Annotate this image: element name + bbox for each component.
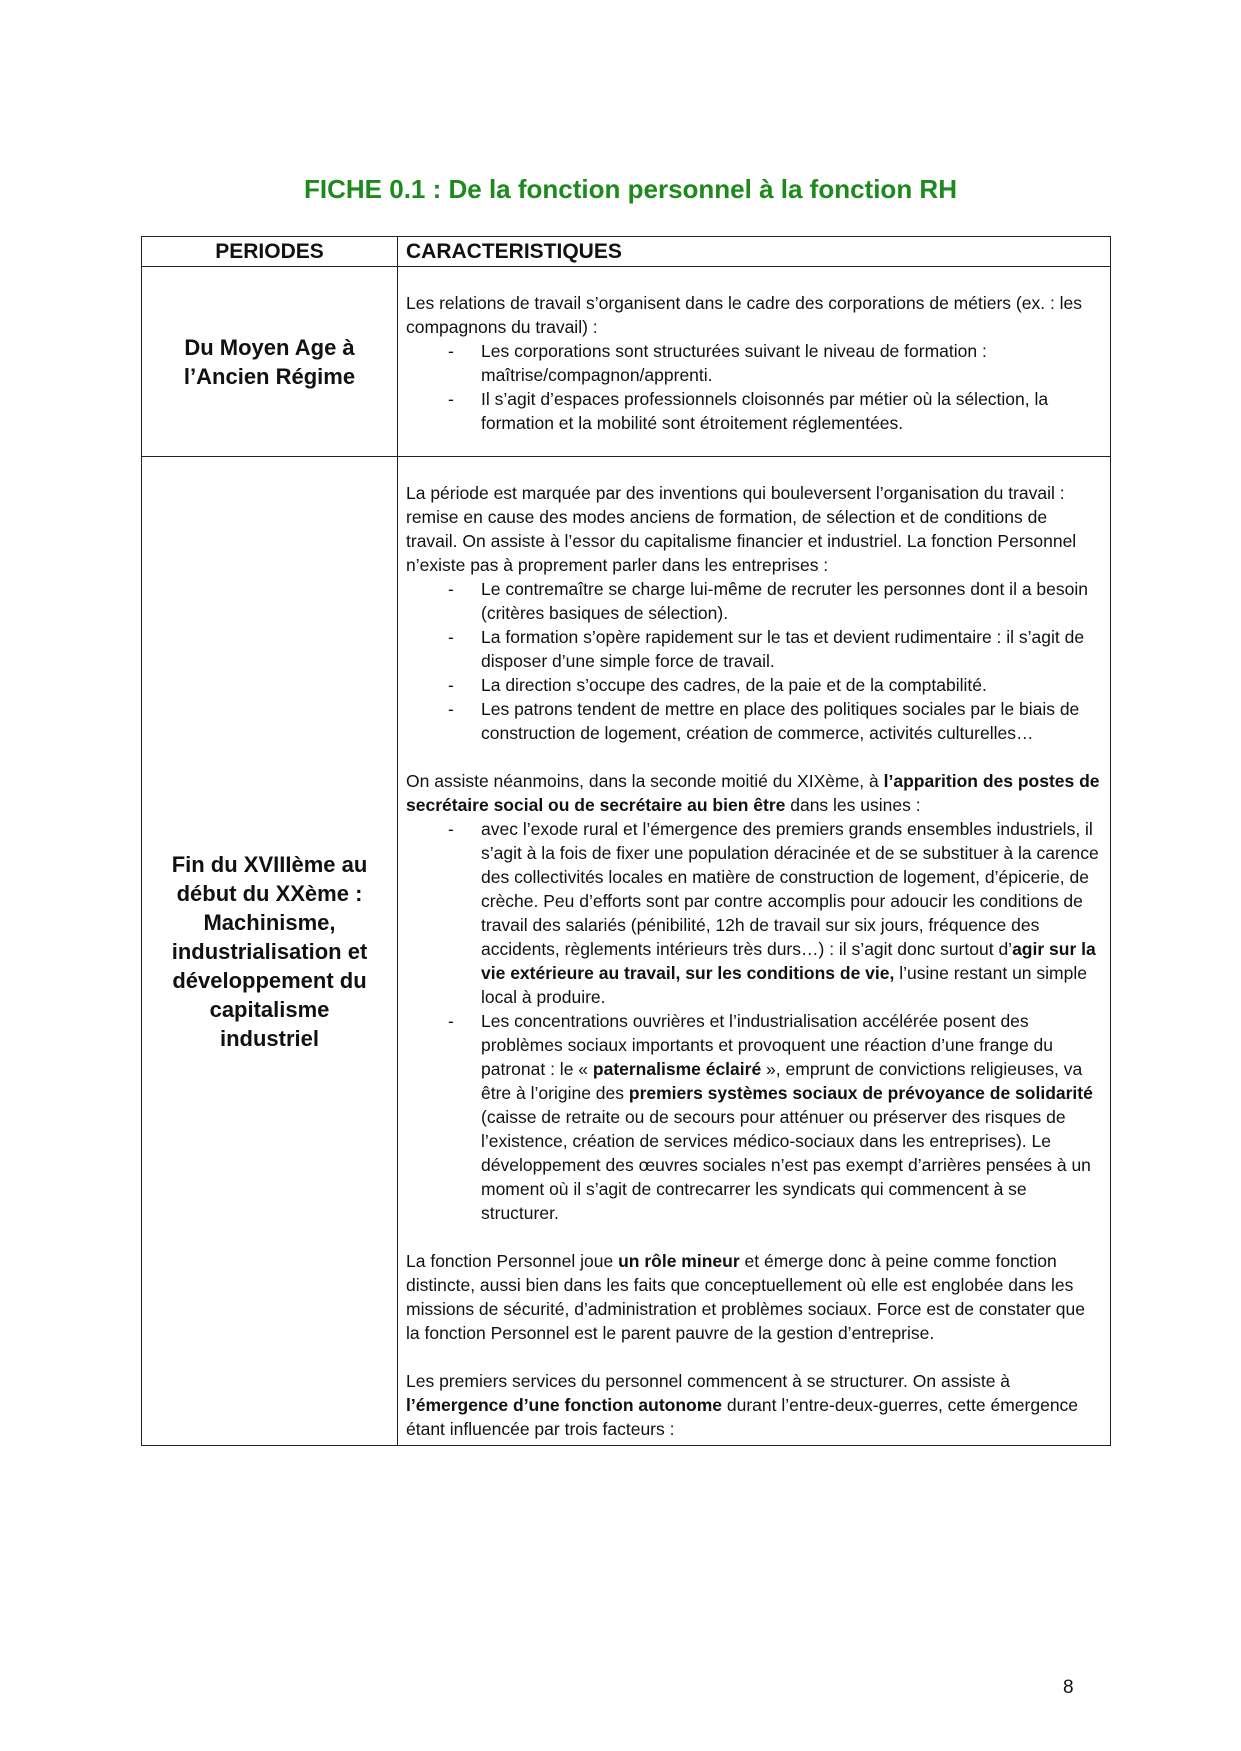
list-item: - Il s’agit d’espaces professionnels cloisonnés par métier où la sélection, la formation et la mobilité sont étroitement réglementées. — [406, 387, 1102, 435]
list-item: - avec l’exode rural et l’émergence des premiers grands ensembles industriels, il s’agit à la fois de fixer une population déracinée et de se substituer à la carence des collectivités locales en matière de construction de logement, d’épicerie, de crèche. Peu d’efforts sont par contre accomplis pour adoucir les conditions de travail des salariés (pénibilité, 12h de travail sur six jours, fréquence des accidents, règlements intérieurs très durs…) : il s’agit donc surtout d’agir sur la vie extérieure au travail, sur les conditions de vie, l’usine restant un simple local à produire. — [406, 817, 1102, 1009]
emphasis: l’émergence d’une fonction autonome — [406, 1395, 723, 1415]
list-item: - Les patrons tendent de mettre en place des politiques sociales par le biais de construction de logement, création de commerce, activités culturelles… — [406, 697, 1102, 745]
list-item: - Les concentrations ouvrières et l’industrialisation accélérée posent des problèmes sociaux importants et provoquent une réaction d’une frange du patronat : le « paternalisme éclairé », emprunt de convictions religieuses, va être à l’origine des premiers systèmes sociaux de prévoyance de solidarité (caisse de retraite ou de secours pour atténuer ou préserver des risques de l’existence, création de services médico-sociaux dans les entreprises). Le développement des œuvres sociales n’est pas exempt d’arrières pensées à un moment où il s’agit de contrecarrer les syndicats qui commencent à se structurer. — [406, 1009, 1102, 1225]
table-row — [142, 457, 1111, 1446]
header-periodes: PERIODES — [142, 237, 398, 267]
paragraph: La période est marquée par des inventions qui bouleversent l’organisation du travail : remise en cause des modes anciens de formation, de sélection et de conditions de travail. On assiste à l’essor du capitalisme financier et industriel. La fonction Personnel n’existe pas à proprement parler dans les entreprises : — [406, 483, 1077, 575]
period-label: Fin du XVIIIème au début du XXème : Machinisme, industrialisation et développement du capitalisme industriel — [171, 851, 368, 1051]
paragraph: La fonction Personnel joue un rôle mineur et émerge donc à peine comme fonction distincte, aussi bien dans les faits que conceptuellement où elle est englobée dans les missions de sécurité, d’administration et problèmes sociaux. Force est de constater que la fonction Personnel est le parent pauvre de la gestion d’entreprise. — [406, 1251, 1085, 1343]
period-label: Du Moyen Age à l’Ancien Régime — [183, 334, 356, 389]
page-title: FICHE 0.1 : De la fonction personnel à la fonction RH — [304, 174, 957, 204]
table-header-row — [142, 237, 1111, 267]
header-caracteristiques: CARACTERISTIQUES — [398, 237, 1111, 267]
paragraph: On assiste néanmoins, dans la seconde moitié du XIXème, à l’apparition des postes de secrétaire social ou de secrétaire au bien être dans les usines : — [406, 771, 1100, 815]
emphasis: un rôle mineur — [618, 1251, 740, 1271]
list-item: - Les corporations sont structurées suivant le niveau de formation : maîtrise/compagnon/apprenti. — [406, 339, 1102, 387]
page-number: 8 — [1063, 1677, 1074, 1698]
periods-table — [141, 236, 1111, 1446]
paragraph: Les relations de travail s’organisent dans le cadre des corporations de métiers (ex. : les compagnons du travail) : — [406, 292, 1083, 337]
characteristics-cell — [398, 457, 1111, 1446]
dash-list — [406, 577, 1102, 745]
emphasis: paternalisme éclairé — [592, 1059, 762, 1079]
list-item: - Le contremaître se charge lui-même de recruter les personnes dont il a besoin (critères basiques de sélection). — [406, 577, 1102, 625]
paragraph: Les premiers services du personnel commencent à se structurer. On assiste à l’émergence d’une fonction autonome durant l’entre-deux-guerres, cette émergence étant influencée par trois facteurs : — [406, 1371, 1079, 1439]
period-cell — [142, 457, 398, 1446]
dash-list — [406, 817, 1102, 1225]
dash-list — [406, 339, 1102, 435]
table-row — [142, 267, 1111, 457]
list-item: - La formation s’opère rapidement sur le tas et devient rudimentaire : il s’agit de disposer d’une simple force de travail. — [406, 625, 1102, 673]
period-cell — [142, 267, 398, 457]
characteristics-cell — [398, 267, 1111, 457]
emphasis: l’apparition des postes de secrétaire social ou de secrétaire au bien être — [406, 771, 1100, 815]
emphasis: premiers systèmes sociaux de prévoyance de solidarité — [628, 1083, 1093, 1103]
list-item: - La direction s’occupe des cadres, de la paie et de la comptabilité. — [406, 673, 1102, 697]
emphasis: agir sur la vie extérieure au travail, sur les conditions de vie, — [481, 939, 1096, 983]
